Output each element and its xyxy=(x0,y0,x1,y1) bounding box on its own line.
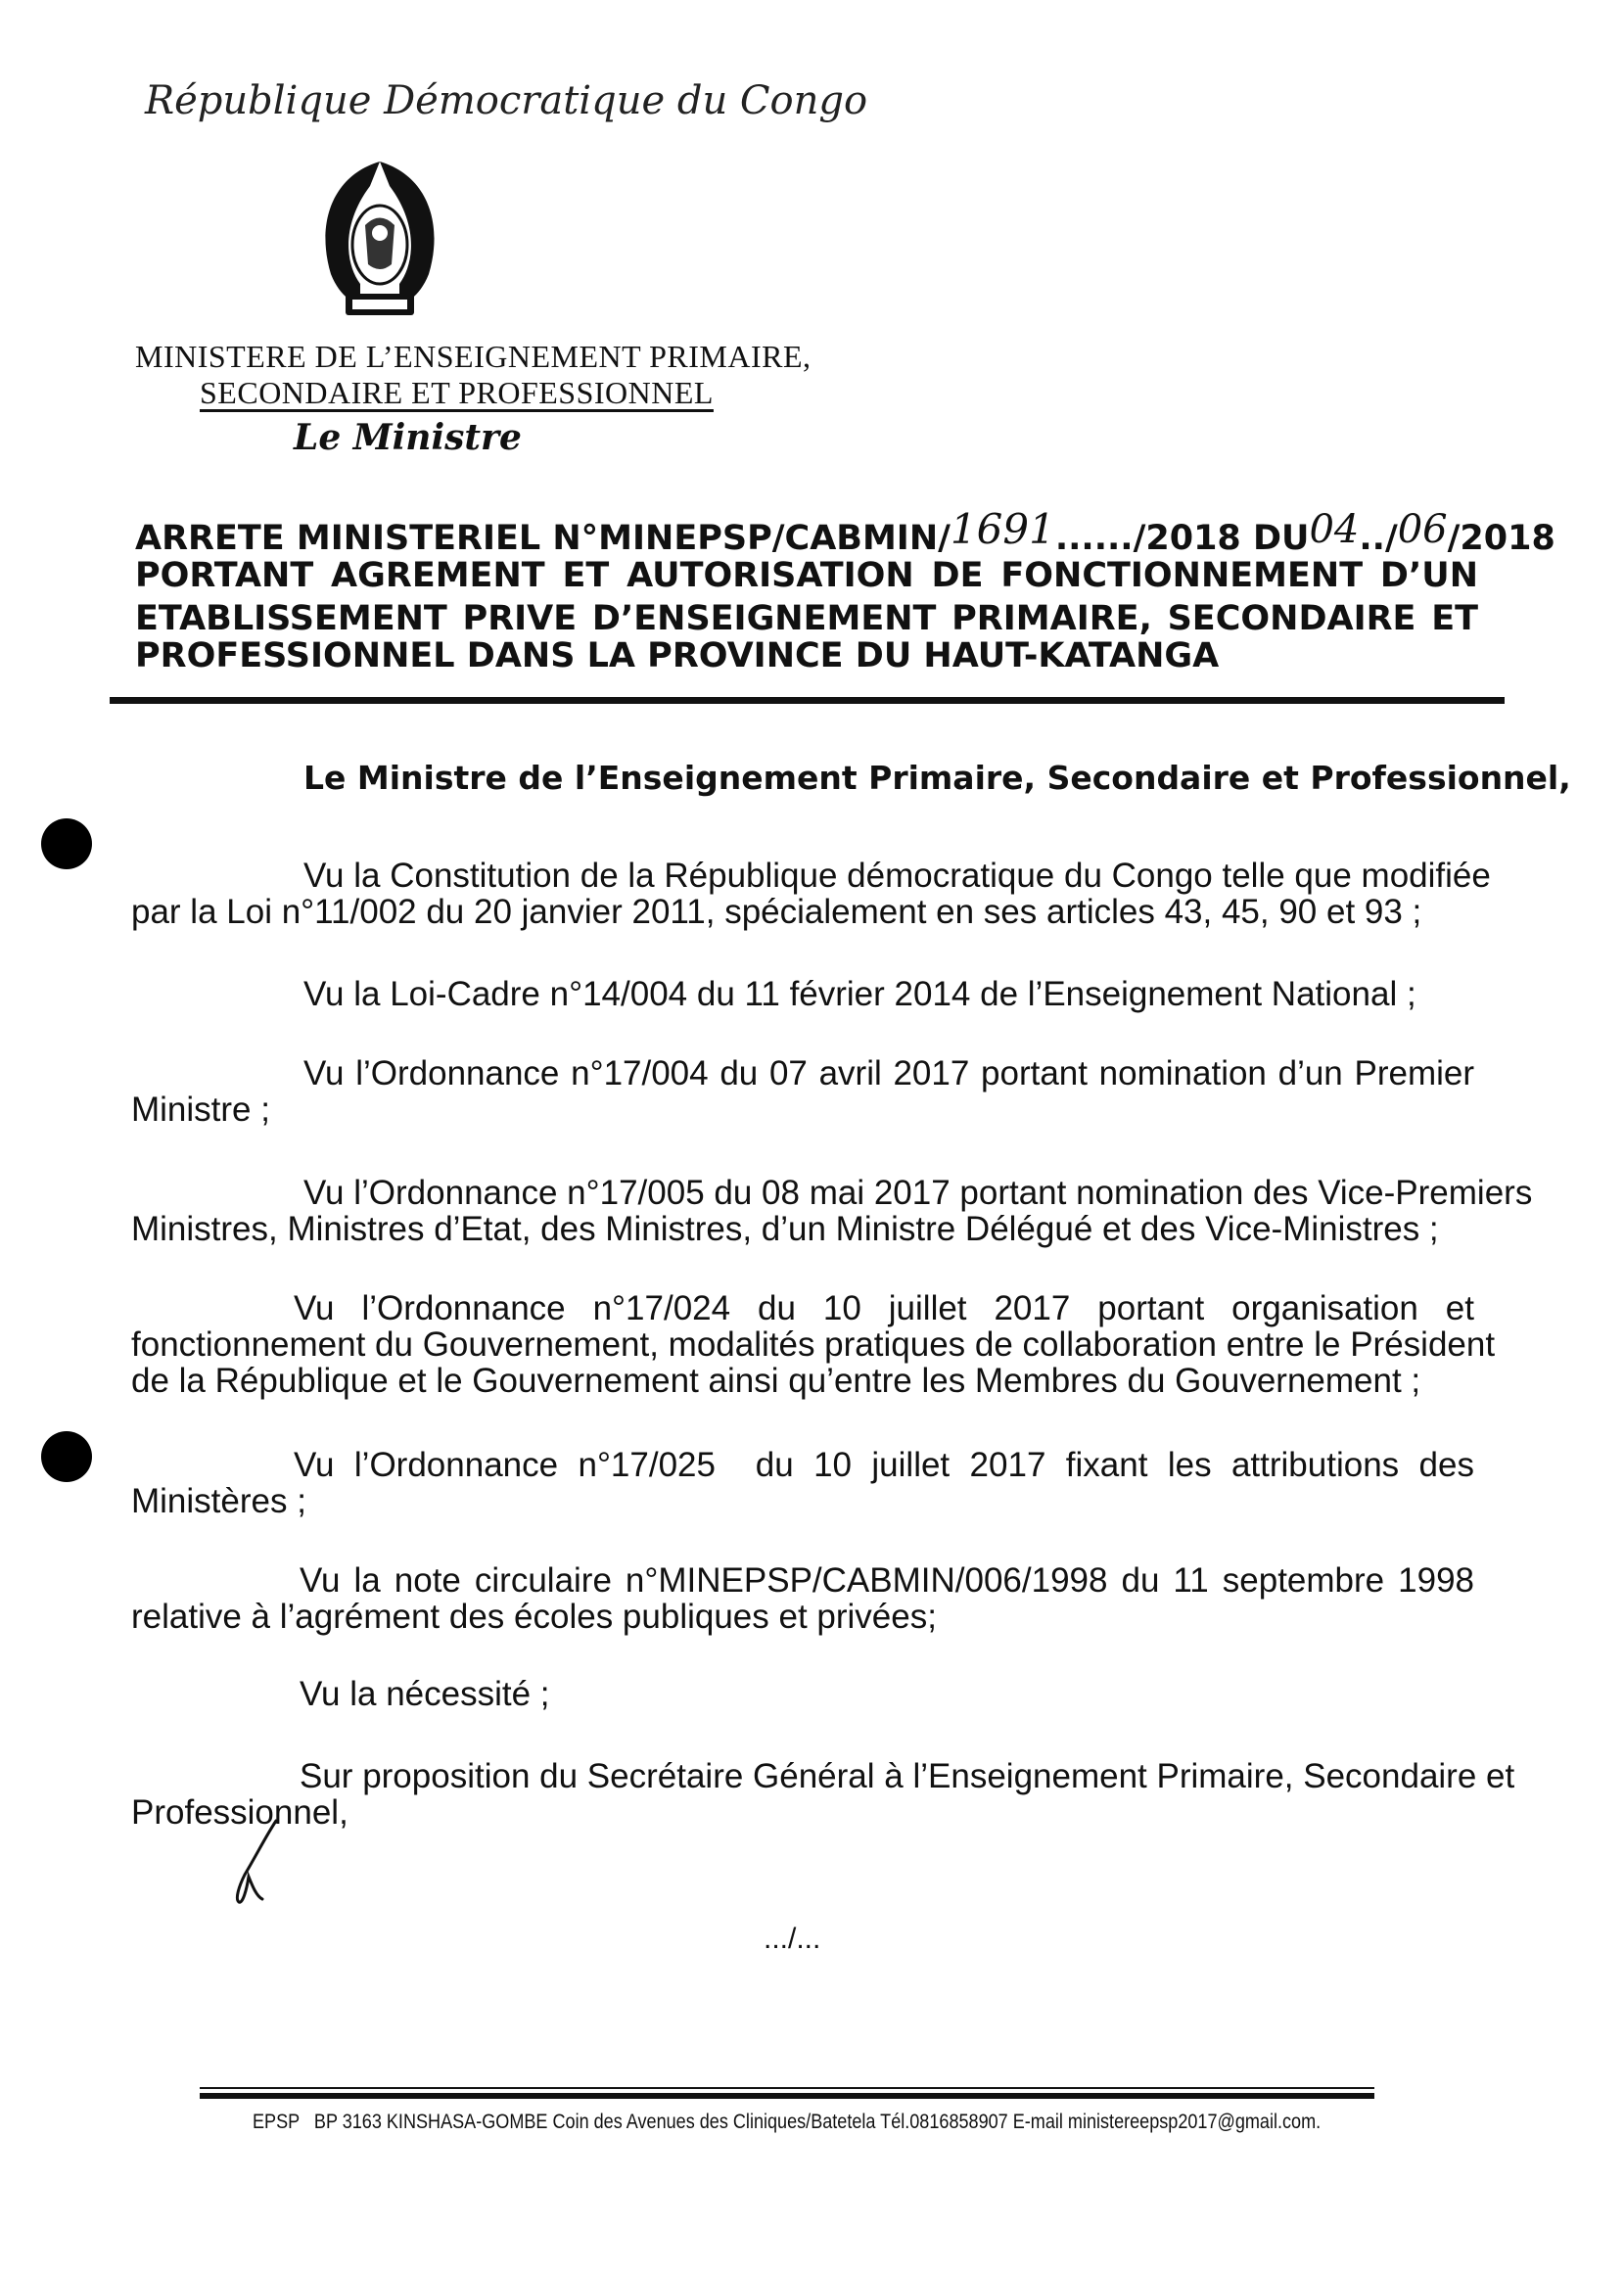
punch-hole-bottom xyxy=(41,1431,92,1482)
decree-date-year: /2018 xyxy=(1447,519,1555,558)
paragraph-ordonnance-17-004 xyxy=(131,1055,1474,1128)
minister-title: Le Ministre xyxy=(294,417,522,458)
ministry-name-line2: SECONDAIRE ET PROFESSIONNEL xyxy=(200,375,714,410)
decree-date-sep: ../ xyxy=(1359,519,1398,558)
paragraph-line: Ministres, Ministres d’Etat, des Ministres, d’un Ministre Délégué et des Vice-Ministres ; xyxy=(131,1210,1439,1248)
paragraph-line: Vu la Loi-Cadre n°14/004 du 11 février 2014 de l’Enseignement National ; xyxy=(303,975,1416,1013)
punch-hole-top xyxy=(41,818,92,869)
footer-address: EPSP BP 3163 KINSHASA-GOMBE Coin des Avenues des Cliniques/Batetela Tél.0816858907 E-mail ministereepsp2017@gmail.com. xyxy=(253,2111,1322,2133)
decree-title-line3: ETABLISSEMENT PRIVE D’ENSEIGNEMENT PRIMAIRE, SECONDAIRE ET xyxy=(135,599,1478,638)
paragraph-line: Vu l’Ordonnance n°17/025 du 10 juillet 2017 fixant les attributions des xyxy=(294,1446,1474,1484)
paragraph-line: Vu la Constitution de la République démocratique du Congo telle que modifiée xyxy=(303,857,1491,895)
decree-ref-dots: ...... xyxy=(1054,519,1134,558)
paragraph-line: Vu l’Ordonnance n°17/004 du 07 avril 2017 portant nomination d’un Premier xyxy=(303,1054,1474,1092)
paragraph-constitution xyxy=(131,857,1491,931)
paragraph-line: Vu la nécessité ; xyxy=(300,1675,550,1713)
title-divider xyxy=(110,697,1505,704)
paragraph-line: fonctionnement du Gouvernement, modalités pratiques de collaboration entre le Président xyxy=(131,1325,1496,1364)
decree-date-month: 06 xyxy=(1397,507,1448,552)
paragraph-line: Sur proposition du Secrétaire Général à l’Enseignement Primaire, Secondaire et xyxy=(300,1757,1515,1795)
paragraph-line: Vu la note circulaire n°MINEPSP/CABMIN/006/1998 du 11 septembre 1998 xyxy=(300,1561,1474,1600)
footer-rule-thin xyxy=(200,2087,1374,2089)
paragraph-line: relative à l’agrément des écoles publiques et privées; xyxy=(131,1598,937,1636)
paragraph-proposition xyxy=(131,1757,1515,1832)
paragraph-line: de la République et le Gouvernement ainsi qu’entre les Membres du Gouvernement ; xyxy=(131,1362,1421,1400)
decree-title-line2: PORTANT AGREMENT ET AUTORISATION DE FONCTIONNEMENT D’UN xyxy=(135,556,1478,595)
decree-ref-prefix: ARRETE MINISTERIEL N°MINEPSP/CABMIN/ xyxy=(135,519,951,558)
paragraph-ordonnance-17-005 xyxy=(131,1174,1533,1248)
paragraph-necessite xyxy=(300,1676,550,1712)
paragraph-note-circulaire xyxy=(131,1562,1474,1635)
coat-of-arms-emblem xyxy=(311,157,448,328)
paragraph-line: Ministre ; xyxy=(131,1091,270,1129)
footer-rule-thick xyxy=(200,2093,1374,2099)
paragraph-line: par la Loi n°11/002 du 20 janvier 2011, spécialement en ses articles 43, 45, 90 et 93 ; xyxy=(131,893,1422,931)
paragraph-ordonnance-17-025 xyxy=(131,1447,1474,1519)
ministry-name-line1: MINISTERE DE L’ENSEIGNEMENT PRIMAIRE, xyxy=(135,339,812,374)
paragraph-line: Vu l’Ordonnance n°17/005 du 08 mai 2017 portant nomination des Vice-Premiers xyxy=(303,1174,1533,1212)
minister-heading: Le Ministre de l’Enseignement Primaire, Secondaire et Professionnel, xyxy=(303,759,1571,797)
paragraph-line: Professionnel, xyxy=(131,1793,348,1832)
decree-date-day: 04 xyxy=(1309,507,1360,552)
paragraph-line: Vu l’Ordonnance n°17/024 du 10 juillet 2017 portant organisation et xyxy=(294,1289,1474,1327)
paragraph-loi-cadre xyxy=(303,976,1416,1012)
country-name: République Démocratique du Congo xyxy=(145,78,868,123)
paragraph-line: Ministères ; xyxy=(131,1482,306,1520)
decree-title-line4: PROFESSIONNEL DANS LA PROVINCE DU HAUT-KATANGA xyxy=(135,636,1220,675)
handwritten-initial-signature xyxy=(227,1816,286,1909)
continuation-marker: .../... xyxy=(764,1923,821,1955)
decree-reference-line xyxy=(135,505,1555,558)
paragraph-ordonnance-17-024 xyxy=(131,1289,1496,1400)
decree-ref-handwritten-number: 1691 xyxy=(950,505,1055,553)
decree-ref-year: /2018 DU xyxy=(1133,519,1310,558)
